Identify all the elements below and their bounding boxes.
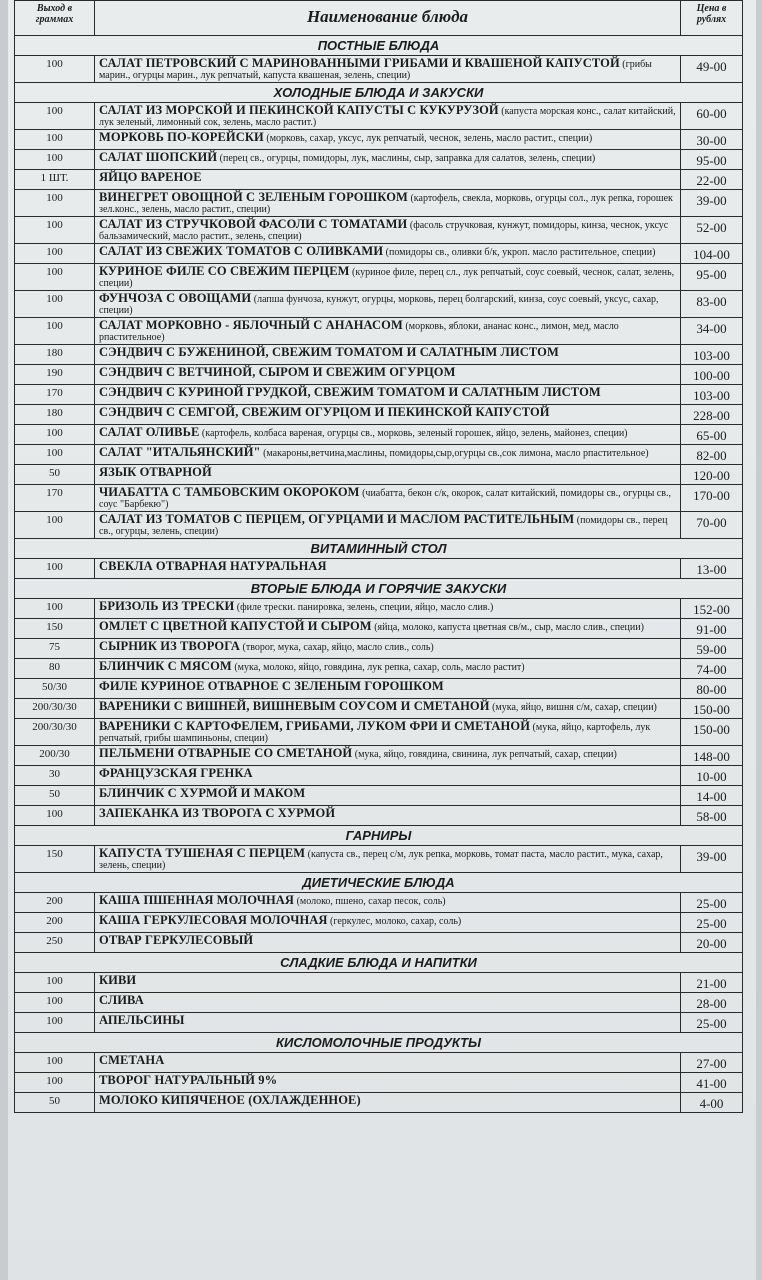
item-price: 22-00 [681,170,743,190]
item-name-cell [95,170,681,190]
item-weight: 100 [15,217,95,244]
item-weight: 100 [15,1073,95,1093]
menu-item-row [15,699,743,719]
item-weight: 100 [15,1013,95,1033]
item-weight: 50 [15,786,95,806]
item-name: САЛАТ ИЗ СТРУЧКОВОЙ ФАСОЛИ С ТОМАТАМИ [99,217,408,231]
item-name-cell [95,559,681,579]
item-name: БРИЗОЛЬ ИЗ ТРЕСКИ [99,599,235,613]
item-name: САЛАТ ИЗ СВЕЖИХ ТОМАТОВ С ОЛИВКАМИ [99,244,384,258]
menu-item-row [15,445,743,465]
item-description: (капуста морская конс., салат китайский, лук зеленый, лимонный сок, зелень, масло растит.) [99,106,676,128]
item-description: (макароны,ветчина,маслины, помидоры,сыр,огурцы св.,сок лимона, масло рпастительное) [263,448,649,459]
item-name-cell [95,719,681,746]
item-name-cell [95,1073,681,1093]
item-price: 170-00 [681,485,743,512]
item-weight: 100 [15,318,95,345]
item-description: (геркулес, молоко, сахар, соль) [330,916,462,927]
item-name: САЛАТ "ИТАЛЬЯНСКИЙ" [99,445,261,459]
menu-item-row [15,385,743,405]
item-description: (картофель, колбаса вареная, огурцы св., морковь, зеленый горошек, яйцо, зелень, майонез, специи) [201,428,628,439]
item-name: СЛИВА [99,993,144,1007]
item-weight: 50 [15,1093,95,1113]
item-description: (мука, яйцо, вишня с/м, сахар, специи) [492,702,657,713]
item-name: СЭНДВИЧ С КУРИНОЙ ГРУДКОЙ, СВЕЖИМ ТОМАТОМ И САЛАТНЫМ ЛИСТОМ [99,385,601,399]
item-description: (фасоль стручковая, кунжут, помидоры, кинза, чеснок, уксус бальзамический, масло растит., зелень, специи) [99,220,669,242]
item-description: (яйца, молоко, капуста цветная св/м., сыр, масло слив., специи) [374,622,644,633]
item-name: СЭНДВИЧ С БУЖЕНИНОЙ, СВЕЖИМ ТОМАТОМ И САЛАТНЫМ ЛИСТОМ [99,345,559,359]
item-name-cell [95,1013,681,1033]
item-name-cell [95,806,681,826]
item-name: КИВИ [99,973,137,987]
item-name: ВАРЕНИКИ С КАРТОФЕЛЕМ, ГРИБАМИ, ЛУКОМ ФРИ И СМЕТАНОЙ [99,719,531,733]
item-weight: 100 [15,150,95,170]
menu-item-row [15,893,743,913]
item-name-cell [95,244,681,264]
section-title: ВИТАМИННЫЙ СТОЛ [15,539,743,559]
item-name-cell [95,993,681,1013]
item-name-cell [95,913,681,933]
item-weight: 100 [15,103,95,130]
menu-item-row [15,512,743,539]
menu-item-row [15,973,743,993]
item-name: КАША ГЕРКУЛЕСОВАЯ МОЛОЧНАЯ [99,913,328,927]
menu-item-row [15,1093,743,1113]
item-name: ТВОРОГ НАТУРАЛЬНЫЙ 9% [99,1073,278,1087]
item-name: ЯЗЫК ОТВАРНОЙ [99,465,212,479]
item-name-cell [95,190,681,217]
item-price: 58-00 [681,806,743,826]
item-name-cell [95,291,681,318]
item-price: 30-00 [681,130,743,150]
item-weight: 170 [15,485,95,512]
item-name-cell [95,465,681,485]
menu-item-row [15,913,743,933]
item-weight: 50/30 [15,679,95,699]
item-name: САЛАТ ПЕТРОВСКИЙ С МАРИНОВАННЫМИ ГРИБАМИ И КВАШЕНОЙ КАПУСТОЙ [99,56,620,70]
item-name: САЛАТ МОРКОВНО - ЯБЛОЧНЫЙ С АНАНАСОМ [99,318,403,332]
item-weight: 150 [15,846,95,873]
item-name: ЗАПЕКАНКА ИЗ ТВОРОГА С ХУРМОЙ [99,806,336,820]
item-weight: 100 [15,244,95,264]
item-weight: 250 [15,933,95,953]
item-description: (чиабатта, бекон с/к, окорок, салат китайский, помидоры св., огурцы св., соус "Барбекю") [99,488,671,510]
menu-item-row [15,170,743,190]
item-weight: 100 [15,973,95,993]
item-price: 13-00 [681,559,743,579]
item-price: 103-00 [681,385,743,405]
menu-item-row [15,485,743,512]
item-name: ОТВАР ГЕРКУЛЕСОВЫЙ [99,933,254,947]
menu-item-row [15,993,743,1013]
item-description: (морковь, сахар, уксус, лук репчатый, чеснок, зелень, масло растит., специи) [266,133,593,144]
item-price: 95-00 [681,264,743,291]
section-title: ГАРНИРЫ [15,826,743,846]
item-description: (филе трески. панировка, зелень, специи, яйцо, масло слив.) [236,602,494,613]
menu-item-row [15,345,743,365]
item-name: САЛАТ ШОПСКИЙ [99,150,218,164]
item-weight: 80 [15,659,95,679]
item-weight: 100 [15,806,95,826]
item-name-cell [95,130,681,150]
item-name: СВЕКЛА ОТВАРНАЯ НАТУРАЛЬНАЯ [99,559,327,573]
section-header [15,1033,743,1053]
item-weight: 100 [15,1053,95,1073]
item-price: 41-00 [681,1073,743,1093]
item-name: ВИНЕГРЕТ ОВОЩНОЙ С ЗЕЛЕНЫМ ГОРОШКОМ [99,190,408,204]
item-weight: 100 [15,264,95,291]
item-price: 28-00 [681,993,743,1013]
item-weight: 200 [15,893,95,913]
section-header [15,873,743,893]
menu-item-row [15,425,743,445]
menu-body [15,36,743,1113]
section-header [15,539,743,559]
item-description: (мука, молоко, яйцо, говядина, лук репка, сахар, соль, масло растит) [234,662,525,673]
menu-item-row [15,659,743,679]
item-price: 148-00 [681,746,743,766]
item-weight: 50 [15,465,95,485]
item-name-cell [95,846,681,873]
item-price: 34-00 [681,318,743,345]
item-description: (перец св., огурцы, помидоры, лук, маслины, сыр, заправка для салатов, зелень, специи) [219,153,596,164]
item-price: 25-00 [681,893,743,913]
item-name: САЛАТ ИЗ ТОМАТОВ С ПЕРЦЕМ, ОГУРЦАМИ И МАСЛОМ РАСТИТЕЛЬНЫМ [99,512,575,526]
item-price: 25-00 [681,1013,743,1033]
item-price: 39-00 [681,190,743,217]
item-weight: 180 [15,405,95,425]
menu-item-row [15,619,743,639]
item-price: 21-00 [681,973,743,993]
item-price: 104-00 [681,244,743,264]
item-price: 10-00 [681,766,743,786]
item-name-cell [95,264,681,291]
item-description: (капуста св., перец с/м, лук репка, морковь, томат паста, масло растит., мука, сахар, зелень, специи) [99,849,663,871]
item-weight: 200/30 [15,746,95,766]
item-description: (мука, яйцо, говядина, свинина, лук репчатый, сахар, специи) [354,749,617,760]
item-weight: 100 [15,190,95,217]
item-price: 20-00 [681,933,743,953]
menu-table [14,0,743,1113]
item-name-cell [95,619,681,639]
item-price: 152-00 [681,599,743,619]
section-title: ХОЛОДНЫЕ БЛЮДА И ЗАКУСКИ [15,83,743,103]
item-price: 74-00 [681,659,743,679]
menu-item-row [15,806,743,826]
item-name-cell [95,893,681,913]
item-name-cell [95,933,681,953]
menu-item-row [15,1013,743,1033]
menu-item-row [15,56,743,83]
menu-item-row [15,244,743,264]
item-name: БЛИНЧИК С МЯСОМ [99,659,232,673]
menu-item-row [15,1053,743,1073]
item-name-cell [95,1093,681,1113]
item-description: (грибы марин., огурцы марин., лук репчатый, капуста квашеная, зелень, специи) [99,59,652,81]
section-header [15,579,743,599]
name-header: Наименование блюда [95,1,681,36]
section-title: ВТОРЫЕ БЛЮДА И ГОРЯЧИЕ ЗАКУСКИ [15,579,743,599]
item-description: (творог, мука, сахар, яйцо, масло слив., соль) [242,642,434,653]
item-weight: 100 [15,425,95,445]
item-name-cell [95,150,681,170]
item-name: СЫРНИК ИЗ ТВОРОГА [99,639,241,653]
item-price: 150-00 [681,699,743,719]
item-name-cell [95,385,681,405]
item-description: (картофель, свекла, морковь, огурцы сол., лук репка, горошек зел.конс., зелень, масло растит., специи) [99,193,673,215]
item-price: 39-00 [681,846,743,873]
item-name-cell [95,365,681,385]
item-weight: 100 [15,559,95,579]
item-name: ФРАНЦУЗСКАЯ ГРЕНКА [99,766,253,780]
item-weight: 30 [15,766,95,786]
menu-item-row [15,679,743,699]
item-price: 100-00 [681,365,743,385]
item-name: ВАРЕНИКИ С ВИШНЕЙ, ВИШНЕВЫМ СОУСОМ И СМЕТАНОЙ [99,699,490,713]
item-weight: 180 [15,345,95,365]
section-header [15,826,743,846]
menu-item-row [15,103,743,130]
weight-header: Выход в граммах [15,1,95,36]
item-price: 120-00 [681,465,743,485]
item-name-cell [95,345,681,365]
item-price: 83-00 [681,291,743,318]
item-price: 14-00 [681,786,743,806]
item-name-cell [95,318,681,345]
menu-item-row [15,719,743,746]
item-name-cell [95,425,681,445]
item-price: 65-00 [681,425,743,445]
item-name: КАША ПШЕННАЯ МОЛОЧНАЯ [99,893,295,907]
menu-item-row [15,190,743,217]
item-name-cell [95,659,681,679]
item-name-cell [95,599,681,619]
menu-item-row [15,264,743,291]
item-price: 228-00 [681,405,743,425]
item-name-cell [95,103,681,130]
item-description: (мука, яйцо, картофель, лук репчатый, грибы шампиньоны, специи) [99,722,651,744]
item-weight: 100 [15,56,95,83]
item-name: ЧИАБАТТА С ТАМБОВСКИМ ОКОРОКОМ [99,485,360,499]
item-name: СЭНДВИЧ С СЕМГОЙ, СВЕЖИМ ОГУРЦОМ И ПЕКИНСКОЙ КАПУСТОЙ [99,405,550,419]
item-price: 150-00 [681,719,743,746]
item-weight: 100 [15,291,95,318]
item-weight: 170 [15,385,95,405]
section-title: ДИЕТИЧЕСКИЕ БЛЮДА [15,873,743,893]
item-name: ОМЛЕТ С ЦВЕТНОЙ КАПУСТОЙ И СЫРОМ [99,619,372,633]
item-price: 103-00 [681,345,743,365]
menu-item-row [15,217,743,244]
item-price: 60-00 [681,103,743,130]
menu-item-row [15,559,743,579]
item-name: СЭНДВИЧ С ВЕТЧИНОЙ, СЫРОМ И СВЕЖИМ ОГУРЦОМ [99,365,456,379]
item-name: БЛИНЧИК С ХУРМОЙ И МАКОМ [99,786,306,800]
section-header [15,36,743,56]
menu-item-row [15,405,743,425]
item-name: МОЛОКО КИПЯЧЕНОЕ (ОХЛАЖДЕННОЕ) [99,1093,361,1107]
menu-item-row [15,130,743,150]
item-price: 25-00 [681,913,743,933]
item-weight: 190 [15,365,95,385]
menu-item-row [15,846,743,873]
menu-item-row [15,318,743,345]
menu-item-row [15,1073,743,1093]
section-title: ПОСТНЫЕ БЛЮДА [15,36,743,56]
menu-sheet [8,0,756,1280]
item-price: 27-00 [681,1053,743,1073]
item-price: 80-00 [681,679,743,699]
item-weight: 150 [15,619,95,639]
section-header [15,83,743,103]
item-weight: 100 [15,130,95,150]
section-title: КИСЛОМОЛОЧНЫЕ ПРОДУКТЫ [15,1033,743,1053]
item-name-cell [95,445,681,465]
menu-item-row [15,465,743,485]
item-name-cell [95,485,681,512]
menu-item-row [15,933,743,953]
item-weight: 100 [15,993,95,1013]
menu-item-row [15,291,743,318]
section-title: СЛАДКИЕ БЛЮДА И НАПИТКИ [15,953,743,973]
item-price: 4-00 [681,1093,743,1113]
menu-item-row [15,746,743,766]
menu-item-row [15,766,743,786]
item-name-cell [95,973,681,993]
item-weight: 200 [15,913,95,933]
item-price: 59-00 [681,639,743,659]
menu-item-row [15,365,743,385]
item-weight: 75 [15,639,95,659]
item-name-cell [95,56,681,83]
item-price: 52-00 [681,217,743,244]
item-weight: 100 [15,512,95,539]
item-name-cell [95,639,681,659]
item-name: САЛАТ ИЗ МОРСКОЙ И ПЕКИНСКОЙ КАПУСТЫ С КУКУРУЗОЙ [99,103,499,117]
item-name: ФУНЧОЗА С ОВОЩАМИ [99,291,252,305]
item-name-cell [95,405,681,425]
item-description: (помидоры св., перец св., огурцы, зелень, специи) [99,515,668,537]
item-name-cell [95,699,681,719]
item-weight: 100 [15,599,95,619]
item-name: СМЕТАНА [99,1053,165,1067]
menu-item-row [15,786,743,806]
menu-item-row [15,150,743,170]
header-row [15,1,743,36]
item-name: КАПУСТА ТУШЕНАЯ С ПЕРЦЕМ [99,846,306,860]
item-price: 70-00 [681,512,743,539]
item-price: 49-00 [681,56,743,83]
item-name-cell [95,679,681,699]
item-weight: 200/30/30 [15,699,95,719]
item-price: 82-00 [681,445,743,465]
item-description: (помидоры св., оливки б/к, укроп. масло растительное, специи) [385,247,656,258]
item-name-cell [95,1053,681,1073]
item-weight: 200/30/30 [15,719,95,746]
item-name: МОРКОВЬ ПО-КОРЕЙСКИ [99,130,264,144]
item-weight: 100 [15,445,95,465]
item-name: АПЕЛЬСИНЫ [99,1013,185,1027]
item-name: САЛАТ ОЛИВЬЕ [99,425,200,439]
section-header [15,953,743,973]
item-price: 91-00 [681,619,743,639]
item-description: (молоко, пшено, сахар песок, соль) [296,896,446,907]
item-description: (морковь, яблоки, ананас конс., лимон, мед, масло рпастительное) [99,321,619,343]
item-price: 95-00 [681,150,743,170]
item-name-cell [95,746,681,766]
item-name: КУРИНОЕ ФИЛЕ СО СВЕЖИМ ПЕРЦЕМ [99,264,350,278]
item-name-cell [95,766,681,786]
menu-item-row [15,639,743,659]
item-name: ФИЛЕ КУРИНОЕ ОТВАРНОЕ С ЗЕЛЕНЫМ ГОРОШКОМ [99,679,444,693]
item-name-cell [95,786,681,806]
item-name: ЯЙЦО ВАРЕНОЕ [99,170,202,184]
menu-item-row [15,599,743,619]
item-name: ПЕЛЬМЕНИ ОТВАРНЫЕ СО СМЕТАНОЙ [99,746,353,760]
item-description: (лапша фунчоза, кунжут, огурцы, морковь, перец болгарский, кинза, соус соевый, уксус, сахар, специи) [99,294,659,316]
price-header: Цена в рублях [681,1,743,36]
item-name-cell [95,512,681,539]
item-weight: 1 ШТ. [15,170,95,190]
item-description: (куриное филе, перец сл., лук репчатый, соус соевый, чеснок, салат, зелень, специи) [99,267,675,289]
item-name-cell [95,217,681,244]
